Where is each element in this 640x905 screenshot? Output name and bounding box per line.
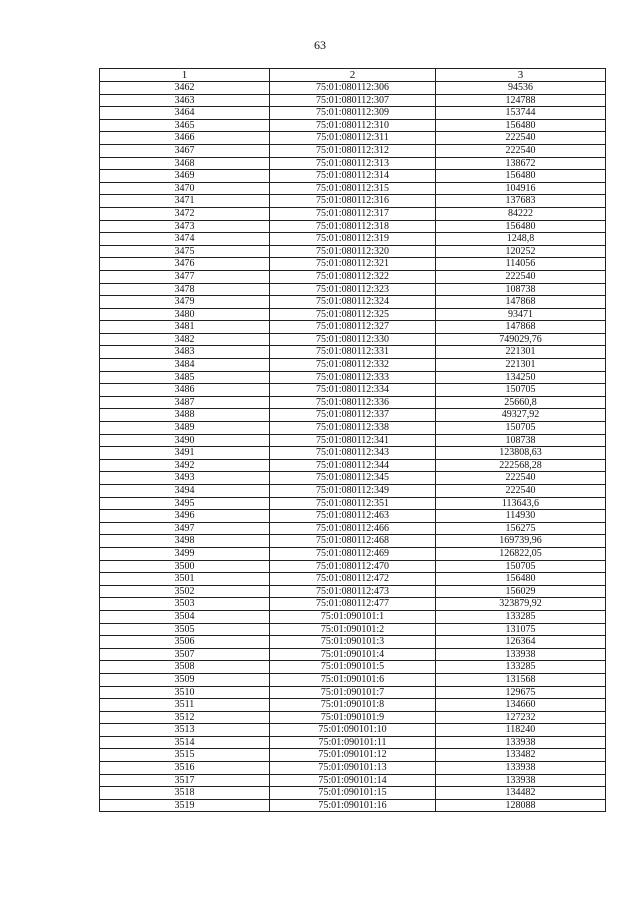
value-cell: 124788 <box>436 94 606 107</box>
cadastral-number-cell: 75:01:080112:466 <box>270 522 436 535</box>
row-number-cell: 3463 <box>100 94 270 107</box>
row-number-cell: 3467 <box>100 144 270 157</box>
cadastral-number-cell: 75:01:080112:333 <box>270 371 436 384</box>
cadastral-number-cell: 75:01:080112:309 <box>270 107 436 120</box>
table-row <box>100 762 606 775</box>
cadastral-number-cell: 75:01:090101:8 <box>270 699 436 712</box>
table-row <box>100 182 606 195</box>
row-number-cell: 3514 <box>100 736 270 749</box>
cadastral-number-cell: 75:01:080112:318 <box>270 220 436 233</box>
value-cell: 127232 <box>436 711 606 724</box>
cadastral-number-cell: 75:01:080112:338 <box>270 422 436 435</box>
table-row <box>100 699 606 712</box>
table-row <box>100 170 606 183</box>
row-number-cell: 3490 <box>100 434 270 447</box>
table-row <box>100 359 606 372</box>
value-cell: 84222 <box>436 207 606 220</box>
table-row <box>100 119 606 132</box>
table-row <box>100 547 606 560</box>
value-cell: 222540 <box>436 485 606 498</box>
row-number-cell: 3506 <box>100 636 270 649</box>
row-number-cell: 3509 <box>100 673 270 686</box>
row-number-cell: 3495 <box>100 497 270 510</box>
cadastral-number-cell: 75:01:080112:311 <box>270 132 436 145</box>
row-number-cell: 3473 <box>100 220 270 233</box>
cadastral-number-cell: 75:01:090101:9 <box>270 711 436 724</box>
table-row <box>100 333 606 346</box>
row-number-cell: 3489 <box>100 422 270 435</box>
row-number-cell: 3469 <box>100 170 270 183</box>
table-row <box>100 283 606 296</box>
value-cell: 133938 <box>436 762 606 775</box>
table-row <box>100 107 606 120</box>
value-cell: 147868 <box>436 296 606 309</box>
row-number-cell: 3484 <box>100 359 270 372</box>
cadastral-number-cell: 75:01:080112:336 <box>270 396 436 409</box>
row-number-cell: 3493 <box>100 472 270 485</box>
value-cell: 113643,6 <box>436 497 606 510</box>
row-number-cell: 3483 <box>100 346 270 359</box>
table-row <box>100 409 606 422</box>
value-cell: 133482 <box>436 749 606 762</box>
value-cell: 134250 <box>436 371 606 384</box>
value-cell: 118240 <box>436 724 606 737</box>
row-number-cell: 3468 <box>100 157 270 170</box>
row-number-cell: 3464 <box>100 107 270 120</box>
row-number-cell: 3462 <box>100 82 270 95</box>
table-row <box>100 673 606 686</box>
value-cell: 134482 <box>436 787 606 800</box>
value-cell: 150705 <box>436 560 606 573</box>
cadastral-number-cell: 75:01:080112:320 <box>270 245 436 258</box>
value-cell: 120252 <box>436 245 606 258</box>
cadastral-number-cell: 75:01:080112:468 <box>270 535 436 548</box>
table-body <box>100 82 606 812</box>
row-number-cell: 3475 <box>100 245 270 258</box>
cadastral-number-cell: 75:01:090101:2 <box>270 623 436 636</box>
value-cell: 156029 <box>436 585 606 598</box>
value-cell: 133938 <box>436 736 606 749</box>
table-row <box>100 573 606 586</box>
value-cell: 133938 <box>436 774 606 787</box>
table-row <box>100 270 606 283</box>
row-number-cell: 3516 <box>100 762 270 775</box>
value-cell: 138672 <box>436 157 606 170</box>
value-cell: 147868 <box>436 321 606 334</box>
row-number-cell: 3507 <box>100 648 270 661</box>
cadastral-number-cell: 75:01:080112:331 <box>270 346 436 359</box>
cadastral-number-cell: 75:01:080112:314 <box>270 170 436 183</box>
table-row <box>100 434 606 447</box>
row-number-cell: 3499 <box>100 547 270 560</box>
cadastral-number-cell: 75:01:080112:343 <box>270 447 436 460</box>
row-number-cell: 3504 <box>100 610 270 623</box>
row-number-cell: 3518 <box>100 787 270 800</box>
table-row <box>100 686 606 699</box>
value-cell: 108738 <box>436 283 606 296</box>
cadastral-number-cell: 75:01:080112:341 <box>270 434 436 447</box>
row-number-cell: 3486 <box>100 384 270 397</box>
cadastral-number-cell: 75:01:080112:319 <box>270 233 436 246</box>
value-cell: 156480 <box>436 220 606 233</box>
row-number-cell: 3519 <box>100 799 270 812</box>
table-row <box>100 233 606 246</box>
cadastral-number-cell: 75:01:080112:472 <box>270 573 436 586</box>
cadastral-number-cell: 75:01:080112:322 <box>270 270 436 283</box>
value-cell: 156480 <box>436 573 606 586</box>
row-number-cell: 3479 <box>100 296 270 309</box>
value-cell: 114056 <box>436 258 606 271</box>
row-number-cell: 3503 <box>100 598 270 611</box>
value-cell: 222540 <box>436 472 606 485</box>
cadastral-number-cell: 75:01:080112:316 <box>270 195 436 208</box>
column-header-1: 1 <box>100 69 270 82</box>
value-cell: 133285 <box>436 610 606 623</box>
table-row <box>100 661 606 674</box>
cadastral-number-cell: 75:01:090101:4 <box>270 648 436 661</box>
row-number-cell: 3474 <box>100 233 270 246</box>
table-row <box>100 220 606 233</box>
value-cell: 1248,8 <box>436 233 606 246</box>
value-cell: 169739,96 <box>436 535 606 548</box>
row-number-cell: 3512 <box>100 711 270 724</box>
cadastral-number-cell: 75:01:080112:327 <box>270 321 436 334</box>
cadastral-number-cell: 75:01:090101:1 <box>270 610 436 623</box>
row-number-cell: 3508 <box>100 661 270 674</box>
table-row <box>100 132 606 145</box>
row-number-cell: 3501 <box>100 573 270 586</box>
cadastral-number-cell: 75:01:080112:313 <box>270 157 436 170</box>
table-row <box>100 82 606 95</box>
value-cell: 93471 <box>436 308 606 321</box>
table-row <box>100 736 606 749</box>
column-header-3: 3 <box>436 69 606 82</box>
table-row <box>100 535 606 548</box>
table-row <box>100 560 606 573</box>
cadastral-number-cell: 75:01:090101:10 <box>270 724 436 737</box>
cadastral-number-cell: 75:01:080112:310 <box>270 119 436 132</box>
table-row <box>100 296 606 309</box>
row-number-cell: 3466 <box>100 132 270 145</box>
row-number-cell: 3517 <box>100 774 270 787</box>
cadastral-number-cell: 75:01:080112:337 <box>270 409 436 422</box>
value-cell: 114930 <box>436 510 606 523</box>
table-row <box>100 346 606 359</box>
value-cell: 150705 <box>436 384 606 397</box>
row-number-cell: 3497 <box>100 522 270 535</box>
table-row <box>100 711 606 724</box>
data-table <box>99 68 606 812</box>
table-row <box>100 749 606 762</box>
cadastral-number-cell: 75:01:090101:11 <box>270 736 436 749</box>
value-cell: 133938 <box>436 648 606 661</box>
table-row <box>100 648 606 661</box>
row-number-cell: 3492 <box>100 459 270 472</box>
cadastral-number-cell: 75:01:090101:16 <box>270 799 436 812</box>
row-number-cell: 3487 <box>100 396 270 409</box>
cadastral-number-cell: 75:01:080112:351 <box>270 497 436 510</box>
value-cell: 156480 <box>436 119 606 132</box>
cadastral-number-cell: 75:01:090101:12 <box>270 749 436 762</box>
page-number: 63 <box>314 38 326 52</box>
cadastral-number-cell: 75:01:080112:324 <box>270 296 436 309</box>
cadastral-number-cell: 75:01:080112:312 <box>270 144 436 157</box>
cadastral-number-cell: 75:01:080112:323 <box>270 283 436 296</box>
value-cell: 749029,76 <box>436 333 606 346</box>
cadastral-number-cell: 75:01:090101:14 <box>270 774 436 787</box>
table-row <box>100 472 606 485</box>
row-number-cell: 3472 <box>100 207 270 220</box>
value-cell: 108738 <box>436 434 606 447</box>
table-row <box>100 447 606 460</box>
row-number-cell: 3476 <box>100 258 270 271</box>
cadastral-number-cell: 75:01:080112:321 <box>270 258 436 271</box>
table-row <box>100 94 606 107</box>
table-row <box>100 384 606 397</box>
table-row <box>100 245 606 258</box>
table-row <box>100 422 606 435</box>
table-row <box>100 157 606 170</box>
value-cell: 94536 <box>436 82 606 95</box>
cadastral-number-cell: 75:01:080112:345 <box>270 472 436 485</box>
value-cell: 221301 <box>436 346 606 359</box>
table-row <box>100 485 606 498</box>
row-number-cell: 3480 <box>100 308 270 321</box>
value-cell: 129675 <box>436 686 606 699</box>
table-row <box>100 585 606 598</box>
row-number-cell: 3511 <box>100 699 270 712</box>
value-cell: 222540 <box>436 132 606 145</box>
cadastral-number-cell: 75:01:080112:330 <box>270 333 436 346</box>
value-cell: 134660 <box>436 699 606 712</box>
value-cell: 126822,05 <box>436 547 606 560</box>
table-row <box>100 636 606 649</box>
row-number-cell: 3510 <box>100 686 270 699</box>
row-number-cell: 3500 <box>100 560 270 573</box>
cadastral-number-cell: 75:01:090101:5 <box>270 661 436 674</box>
row-number-cell: 3471 <box>100 195 270 208</box>
cadastral-number-cell: 75:01:080112:344 <box>270 459 436 472</box>
cadastral-number-cell: 75:01:080112:463 <box>270 510 436 523</box>
cadastral-number-cell: 75:01:080112:332 <box>270 359 436 372</box>
table-row <box>100 522 606 535</box>
value-cell: 104916 <box>436 182 606 195</box>
row-number-cell: 3477 <box>100 270 270 283</box>
table-row <box>100 195 606 208</box>
value-cell: 126364 <box>436 636 606 649</box>
cadastral-number-cell: 75:01:090101:3 <box>270 636 436 649</box>
cadastral-number-cell: 75:01:080112:317 <box>270 207 436 220</box>
table-row <box>100 308 606 321</box>
table-row <box>100 459 606 472</box>
table-header <box>100 69 606 82</box>
row-number-cell: 3482 <box>100 333 270 346</box>
cadastral-number-cell: 75:01:090101:15 <box>270 787 436 800</box>
table-row <box>100 497 606 510</box>
cadastral-number-cell: 75:01:080112:477 <box>270 598 436 611</box>
row-number-cell: 3498 <box>100 535 270 548</box>
table-row <box>100 371 606 384</box>
row-number-cell: 3478 <box>100 283 270 296</box>
table-row <box>100 321 606 334</box>
cadastral-number-cell: 75:01:080112:349 <box>270 485 436 498</box>
row-number-cell: 3488 <box>100 409 270 422</box>
table-row <box>100 623 606 636</box>
cadastral-number-cell: 75:01:080112:334 <box>270 384 436 397</box>
table-row <box>100 258 606 271</box>
row-number-cell: 3491 <box>100 447 270 460</box>
cadastral-number-cell: 75:01:080112:469 <box>270 547 436 560</box>
table-row <box>100 510 606 523</box>
row-number-cell: 3494 <box>100 485 270 498</box>
value-cell: 123808,63 <box>436 447 606 460</box>
row-number-cell: 3513 <box>100 724 270 737</box>
table-row <box>100 787 606 800</box>
cadastral-number-cell: 75:01:090101:7 <box>270 686 436 699</box>
row-number-cell: 3515 <box>100 749 270 762</box>
cadastral-number-cell: 75:01:080112:306 <box>270 82 436 95</box>
value-cell: 131568 <box>436 673 606 686</box>
value-cell: 25660,8 <box>436 396 606 409</box>
value-cell: 156275 <box>436 522 606 535</box>
table-row <box>100 396 606 409</box>
row-number-cell: 3465 <box>100 119 270 132</box>
cadastral-number-cell: 75:01:090101:6 <box>270 673 436 686</box>
table-row <box>100 774 606 787</box>
cadastral-number-cell: 75:01:080112:470 <box>270 560 436 573</box>
value-cell: 150705 <box>436 422 606 435</box>
value-cell: 323879,92 <box>436 598 606 611</box>
value-cell: 222568,28 <box>436 459 606 472</box>
cadastral-number-cell: 75:01:080112:315 <box>270 182 436 195</box>
value-cell: 137683 <box>436 195 606 208</box>
column-header-2: 2 <box>270 69 436 82</box>
value-cell: 222540 <box>436 144 606 157</box>
row-number-cell: 3505 <box>100 623 270 636</box>
table-row <box>100 610 606 623</box>
row-number-cell: 3496 <box>100 510 270 523</box>
cadastral-number-cell: 75:01:080112:473 <box>270 585 436 598</box>
cadastral-number-cell: 75:01:080112:325 <box>270 308 436 321</box>
header-row <box>100 69 606 82</box>
row-number-cell: 3502 <box>100 585 270 598</box>
table-row <box>100 144 606 157</box>
value-cell: 133285 <box>436 661 606 674</box>
value-cell: 49327,92 <box>436 409 606 422</box>
value-cell: 221301 <box>436 359 606 372</box>
value-cell: 128088 <box>436 799 606 812</box>
table-row <box>100 207 606 220</box>
cadastral-number-cell: 75:01:090101:13 <box>270 762 436 775</box>
value-cell: 222540 <box>436 270 606 283</box>
table-row <box>100 598 606 611</box>
value-cell: 131075 <box>436 623 606 636</box>
row-number-cell: 3481 <box>100 321 270 334</box>
table-row <box>100 799 606 812</box>
cadastral-number-cell: 75:01:080112:307 <box>270 94 436 107</box>
row-number-cell: 3470 <box>100 182 270 195</box>
value-cell: 153744 <box>436 107 606 120</box>
table-row <box>100 724 606 737</box>
value-cell: 156480 <box>436 170 606 183</box>
row-number-cell: 3485 <box>100 371 270 384</box>
